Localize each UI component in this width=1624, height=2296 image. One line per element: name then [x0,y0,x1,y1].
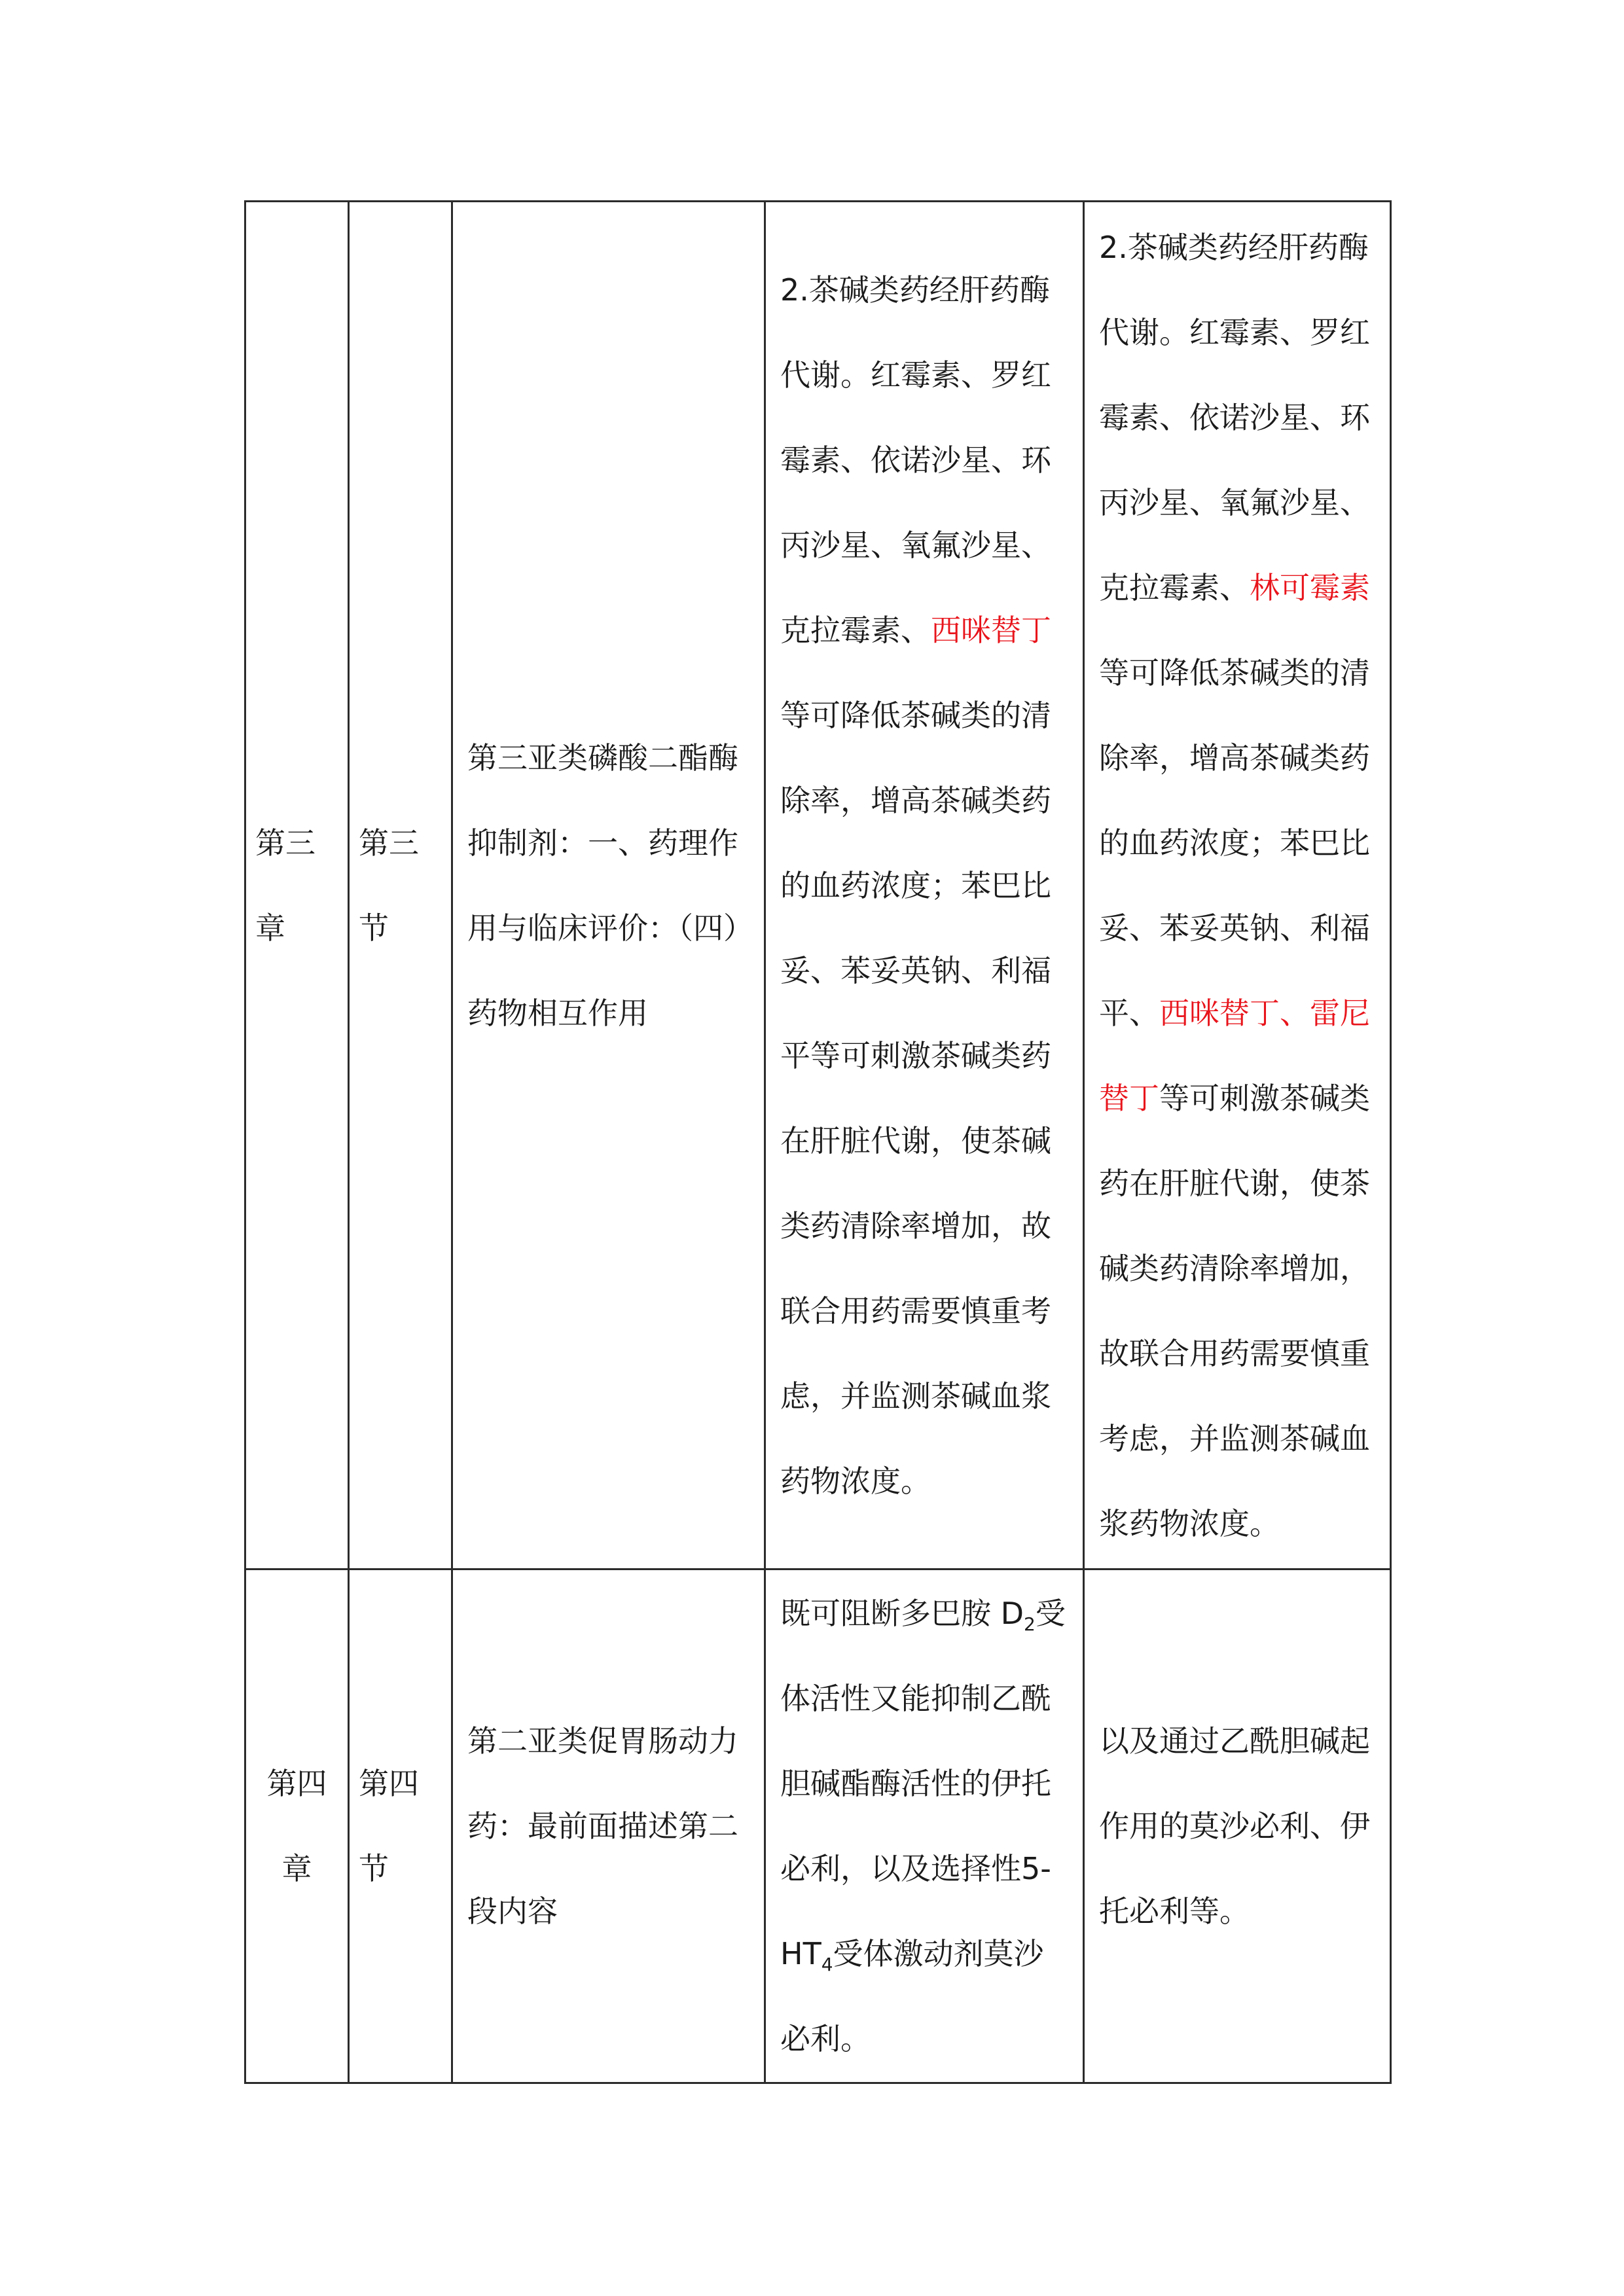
original-text-part: 2.茶碱类药经肝药酶代谢。红霉素、罗红霉素、依诺沙星、环丙沙星、氧氟沙星、克拉霉素、 [780,272,1051,648]
chapter-cell [245,1570,349,2083]
original-text-part: 受体活性又能抑制乙酰胆碱酯酶活性的伊托必利，以及选择性5-HT [780,1596,1066,1971]
revised-text-cell [1084,202,1391,1570]
subscript: 2 [1024,1613,1036,1636]
original-text-cell [765,1570,1084,2083]
original-text-part: 既可阻断多巴胺 D [780,1596,1024,1631]
section-label: 第四节 [359,1766,419,1886]
original-text-part: 等可降低茶碱类的清除率，增高茶碱类药的血药浓度；苯巴比妥、苯妥英钠、利福平等可刺激茶碱类药在肝脏代谢，使茶碱类药清除率增加，故联合用药需要慎重考虑，并监测茶碱血浆药物浓度。 [780,697,1051,1499]
topic-text: 第二亚类促胃肠动力药：最前面描述第二段内容 [467,1723,738,1929]
topic-cell [452,1570,765,2083]
chapter-cell [245,202,349,1570]
revised-text-cell [1084,1570,1391,2083]
revised-text-part: 2.茶碱类药经肝药酶代谢。红霉素、罗红霉素、依诺沙星、环丙沙星、氧氟沙星、克拉霉素、 [1099,229,1370,605]
chapter-label: 第四章 [266,1766,327,1886]
highlighted-drug: 林可霉素 [1250,569,1370,605]
topic-text: 第三亚类磷酸二酯酶抑制剂：一、药理作用与临床评价：（四）药物相互作用 [467,740,738,1031]
section-cell [349,202,452,1570]
revised-text-part: 以及通过乙酰胆碱起作用的莫沙必利、伊托必利等。 [1099,1723,1370,1929]
table-row [245,202,1391,1570]
original-text-cell [765,202,1084,1570]
revised-text-part: 等可刺激茶碱类药在肝脏代谢，使茶碱类药清除率增加，故联合用药需要慎重考虑，并监测茶碱血浆药物浓度。 [1099,1080,1370,1541]
chapter-label: 第三章 [255,825,316,946]
revised-text-part: 等可降低茶碱类的清除率，增高茶碱类药的血药浓度；苯巴比妥、苯妥英钠、利福平、 [1099,655,1370,1031]
topic-cell [452,202,765,1570]
highlighted-drug: 西咪替丁 [931,612,1051,648]
section-cell [349,1570,452,2083]
section-label: 第三节 [359,825,419,946]
original-text-part: 受体激动剂莫沙必利。 [780,1936,1044,2056]
highlighted-drug: 西咪替丁、雷尼替丁 [1099,995,1370,1116]
subscript: 4 [821,1954,833,1976]
table-row [245,1570,1391,2083]
errata-table [244,200,1392,2084]
